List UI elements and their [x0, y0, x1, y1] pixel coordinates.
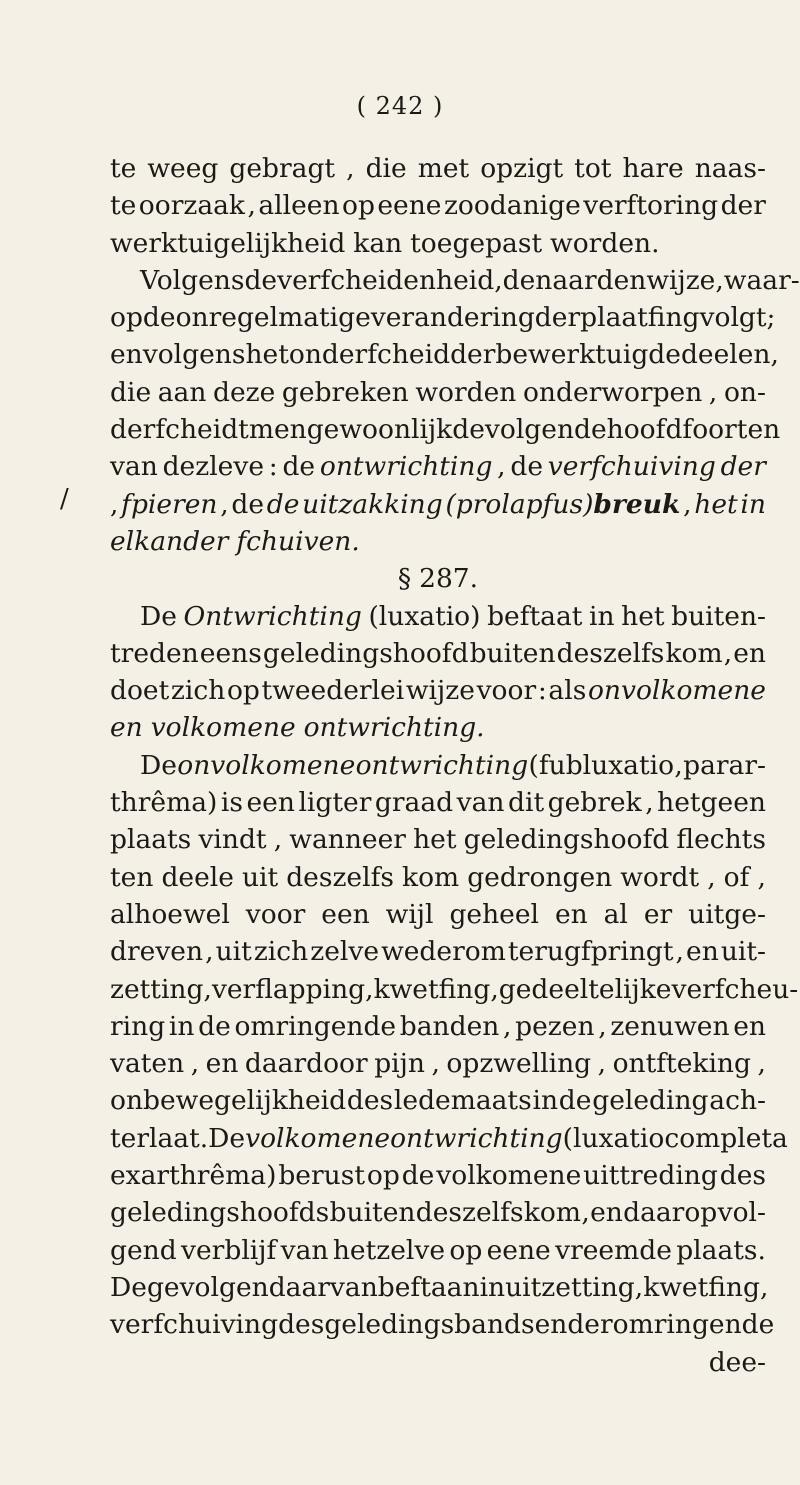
word: kwetfing [643, 1271, 760, 1303]
text-line [110, 1269, 769, 1306]
word: elkander [110, 525, 229, 557]
word: , [707, 861, 716, 893]
word: uitzakking [302, 488, 443, 520]
text-line [110, 933, 766, 970]
text-line [110, 560, 766, 597]
word: des [719, 1160, 766, 1192]
word: : [537, 675, 547, 707]
word: buiten [329, 1197, 416, 1229]
word: , [674, 749, 683, 781]
word: hoofdfoorten [606, 414, 781, 446]
word: , [247, 190, 256, 222]
word: opzigt [480, 153, 564, 184]
text-line [110, 336, 779, 373]
word: deze [213, 376, 276, 408]
word: De [208, 1122, 246, 1154]
word: , [581, 1197, 590, 1229]
word: doet [110, 675, 170, 707]
word: buiten- [671, 600, 766, 632]
word: geledingshoofd [463, 824, 670, 856]
text-line [110, 448, 766, 485]
word: , [675, 936, 684, 968]
word: daarvan [268, 1271, 378, 1303]
word: verfcheu- [671, 973, 799, 1005]
word: en [686, 936, 719, 968]
word: exarthrêma) [110, 1160, 277, 1192]
text-line [110, 262, 800, 299]
word: het [413, 824, 457, 856]
word: vreemde [555, 1234, 672, 1266]
word: als [548, 675, 587, 707]
word: kom [665, 637, 723, 669]
body-text [110, 150, 800, 1381]
word: geleding [592, 1085, 709, 1117]
word: deszelfs [286, 861, 394, 893]
word: De [140, 600, 177, 632]
word: ligter [298, 787, 372, 819]
word: gedrongen [467, 861, 613, 893]
word: ontwrichting [390, 1122, 563, 1154]
text-line [110, 374, 766, 411]
word: en [534, 1309, 568, 1341]
word: de [244, 264, 278, 296]
word: waar- [723, 264, 800, 296]
word: verfcheidenheid, [277, 264, 503, 296]
word: berust [278, 1160, 365, 1192]
word: fchuiven. [236, 525, 360, 557]
text-line [110, 486, 766, 523]
word: gebreken [281, 376, 409, 408]
word: , [203, 973, 212, 1005]
word: eene [486, 1234, 551, 1266]
word: een [321, 898, 370, 930]
word: De [110, 1271, 147, 1303]
word: tweederlei [261, 675, 405, 707]
word: geledingshoofds [110, 1197, 330, 1229]
text-line [110, 1045, 766, 1082]
word: te [110, 153, 137, 184]
word: (luxatio [562, 1122, 665, 1154]
word: op [226, 675, 260, 707]
word: van [280, 1234, 329, 1266]
word: onvolkomene [587, 675, 766, 707]
text-line [110, 971, 799, 1008]
word: , [431, 1048, 440, 1080]
word: in [532, 1085, 559, 1117]
word: verfchuiving [547, 451, 716, 483]
word: bewerktuigde [495, 339, 681, 371]
word: fpieren [121, 488, 218, 520]
word: des [346, 1085, 394, 1117]
word: wijze, [646, 264, 724, 296]
word: die [110, 376, 152, 408]
text-line [110, 187, 766, 224]
text-line [110, 859, 766, 896]
word: , [503, 1010, 512, 1042]
word: , [110, 488, 119, 520]
word: der [720, 451, 766, 483]
word: kom [402, 861, 460, 893]
word: met [417, 153, 470, 184]
word: wijl [385, 898, 434, 930]
word: werktuigelijkheid [110, 227, 346, 259]
text-line [110, 747, 766, 784]
word: worden [415, 376, 517, 408]
word: onbewegelijkheid [110, 1085, 347, 1117]
word: de [231, 488, 265, 520]
word: hetgeen [657, 787, 766, 819]
word: der [567, 1309, 613, 1341]
word: onvolkomene [177, 749, 356, 781]
text-line [110, 1194, 766, 1231]
word: verblijf [181, 1234, 277, 1266]
page-number: ( 242 ) [356, 92, 444, 120]
word: Ontwrichting [183, 600, 362, 632]
word: omringende [612, 1309, 775, 1341]
word: geheel [449, 898, 539, 930]
word: die [365, 153, 407, 184]
word: uitge- [688, 898, 766, 930]
word: des [278, 1309, 325, 1341]
word: verandering [370, 302, 535, 334]
word: der [450, 339, 496, 371]
word: dreven [110, 936, 204, 968]
word: in [479, 1271, 506, 1303]
word: en [590, 1197, 623, 1229]
word: uit- [720, 936, 766, 968]
word: de [510, 451, 544, 483]
word: , [220, 488, 229, 520]
word: ach- [709, 1085, 766, 1117]
word: dezleve [162, 451, 265, 483]
word: en [110, 712, 143, 744]
text-line [110, 598, 766, 635]
word: hare [622, 153, 684, 184]
word: , [490, 973, 499, 1005]
word: al [603, 898, 628, 930]
word: ontwrichting. [303, 712, 485, 744]
word: , [759, 1271, 769, 1303]
text-line [110, 299, 776, 336]
word: volkomene [436, 1160, 582, 1192]
word: gewoonlijk [306, 414, 453, 446]
text-line [110, 225, 766, 262]
word: aard [552, 264, 614, 296]
word: volgens [142, 339, 246, 371]
word: het [621, 600, 665, 632]
word: de [266, 488, 300, 520]
word: deele [161, 861, 234, 893]
word: wordt [620, 861, 700, 893]
word: , [723, 637, 733, 669]
word: uit [241, 861, 279, 893]
word: plaatfing [580, 302, 700, 334]
word: gebrek [547, 787, 642, 819]
word: , [346, 153, 355, 184]
word: de [558, 1085, 592, 1117]
text-line [110, 1344, 766, 1381]
word: , [634, 1271, 644, 1303]
word: en [733, 1010, 766, 1042]
word: zich [253, 936, 309, 968]
word: , [365, 973, 374, 1005]
word: weeg [147, 153, 219, 184]
word: ledemaats [393, 1085, 532, 1117]
word: , [497, 451, 506, 483]
word: ten [110, 861, 154, 893]
word: completa [664, 1122, 788, 1154]
word: , [190, 1048, 200, 1080]
text-line [110, 523, 766, 560]
word: op [341, 190, 375, 222]
word: volgende [484, 414, 607, 446]
text-line [110, 635, 766, 672]
text-line [110, 150, 766, 187]
word: kan [353, 227, 403, 259]
word: flechts [676, 824, 766, 856]
word: der [534, 302, 581, 334]
word: omringende [234, 1010, 397, 1042]
word: dit [508, 787, 545, 819]
word: kwetfing [373, 973, 491, 1005]
word: ontfteking [612, 1048, 751, 1080]
word: (fubluxatio [528, 749, 675, 781]
word: plaats. [676, 1234, 766, 1266]
word: de [452, 414, 485, 446]
word: , [683, 488, 692, 520]
word: De [140, 749, 177, 781]
word: de [401, 1160, 435, 1192]
word: beftaan [377, 1271, 480, 1303]
word: onregelmatige [175, 302, 371, 334]
word: derfcheidt [110, 414, 249, 446]
word: op [110, 302, 143, 334]
text-line [110, 1008, 766, 1045]
word: een [246, 787, 295, 819]
word: en [110, 339, 143, 371]
word: , [205, 936, 214, 968]
word: onderfcheid [288, 339, 451, 371]
word: hetzelve [332, 1234, 446, 1266]
word: , [273, 824, 283, 856]
word: oorzaak [138, 190, 245, 222]
word: voor [476, 675, 537, 707]
word: is [220, 787, 243, 819]
word: geledingshoofd [262, 637, 469, 669]
word: en [205, 1048, 239, 1080]
word: onderworpen [522, 376, 703, 408]
word: buiten [469, 637, 556, 669]
word: wanneer [289, 824, 406, 856]
word: alhoewel [110, 898, 230, 930]
text-line [110, 1157, 766, 1194]
word: uittreding [583, 1160, 718, 1192]
word: in [168, 1010, 195, 1042]
word: parar- [683, 749, 766, 781]
text-line [110, 821, 766, 858]
word: gebragt [229, 153, 336, 184]
word: banden [399, 1010, 500, 1042]
word: wederom [381, 936, 506, 968]
word: volkomene [150, 712, 296, 744]
word: of [723, 861, 750, 893]
word: zelve [310, 936, 380, 968]
word: , [645, 787, 654, 819]
word: gend [110, 1234, 177, 1266]
margin-mark: / [60, 484, 69, 514]
word: § [397, 563, 412, 595]
word: beftaat [487, 600, 583, 632]
word: 287. [419, 563, 479, 595]
word: van [110, 451, 158, 483]
word: te [110, 190, 137, 222]
word: vol- [717, 1197, 766, 1229]
word: , [770, 339, 779, 371]
word: verftoring [583, 190, 719, 222]
word: (luxatio) [368, 600, 481, 632]
word: er [643, 898, 673, 930]
word: daarop [623, 1197, 718, 1229]
word: zich [170, 675, 226, 707]
word: treden [110, 637, 199, 669]
word: het [245, 339, 289, 371]
word: pezen [515, 1010, 595, 1042]
word: on- [723, 376, 766, 408]
text-line [110, 1082, 766, 1119]
word: aan [157, 376, 207, 408]
word: van [456, 787, 505, 819]
word: deszelfs [415, 1197, 524, 1229]
word: het [694, 488, 738, 520]
word: tot [574, 153, 612, 184]
word: en [613, 264, 647, 296]
word: daardoor [244, 1048, 368, 1080]
word: de [142, 302, 176, 334]
text-line [110, 709, 766, 746]
word: eens [199, 637, 262, 669]
word: terugfpringt [507, 936, 674, 968]
word: worden. [550, 227, 660, 259]
word: , [598, 1010, 607, 1042]
text-line [110, 1232, 766, 1269]
word: thrêma) [110, 787, 218, 819]
word: , [708, 376, 718, 408]
word: der [720, 190, 766, 222]
word: verflapping [211, 973, 366, 1005]
word: zoodanige [443, 190, 581, 222]
word: zenuwen [610, 1010, 730, 1042]
text-line [110, 1306, 775, 1343]
word: dee- [708, 1346, 766, 1378]
word: volkomene [245, 1122, 391, 1154]
word: geledingsbands [324, 1309, 535, 1341]
word: toegepast [410, 227, 543, 259]
word: terlaat. [110, 1122, 209, 1154]
word: gedeeltelijke [498, 973, 672, 1005]
word: zetting [110, 973, 204, 1005]
word: vaten [110, 1048, 185, 1080]
word: en [554, 898, 588, 930]
word: eene [377, 190, 442, 222]
word: deelen [680, 339, 771, 371]
word: naas- [694, 153, 766, 184]
word: wijze [405, 675, 475, 707]
word: deszelfs [556, 637, 665, 669]
word: , [597, 1048, 607, 1080]
word: pijn [374, 1048, 425, 1080]
word: opzwelling [446, 1048, 592, 1080]
word: men [248, 414, 307, 446]
word: graad [374, 787, 454, 819]
word: vindt [198, 824, 267, 856]
word: plaats [110, 824, 192, 856]
word: : [268, 451, 278, 483]
word: uit [215, 936, 252, 968]
word: in [589, 600, 615, 632]
text-line [110, 784, 766, 821]
word: gevolgen [146, 1271, 269, 1303]
word: en [733, 637, 766, 669]
word: in [740, 488, 766, 520]
text-line [110, 1120, 788, 1157]
word: ontwrichting [319, 451, 493, 483]
text-line [110, 411, 781, 448]
word: op [449, 1234, 483, 1266]
word: , [757, 861, 766, 893]
word: volgt; [699, 302, 776, 334]
word: uitzetting [505, 1271, 635, 1303]
text-line [110, 896, 766, 933]
word: ring [110, 1010, 166, 1042]
word: den [502, 264, 553, 296]
word: , [757, 1048, 766, 1080]
word: Volgens [140, 264, 245, 296]
word: verfchuiving [110, 1309, 279, 1341]
word: (prolapfus)breuk [445, 488, 681, 520]
word: ontwrichting [355, 749, 529, 781]
text-line [110, 672, 766, 709]
word: de [282, 451, 316, 483]
word: voor [245, 898, 306, 930]
word: de [198, 1010, 231, 1042]
word: op [366, 1160, 400, 1192]
word: alleen [258, 190, 340, 222]
word: kom [523, 1197, 581, 1229]
